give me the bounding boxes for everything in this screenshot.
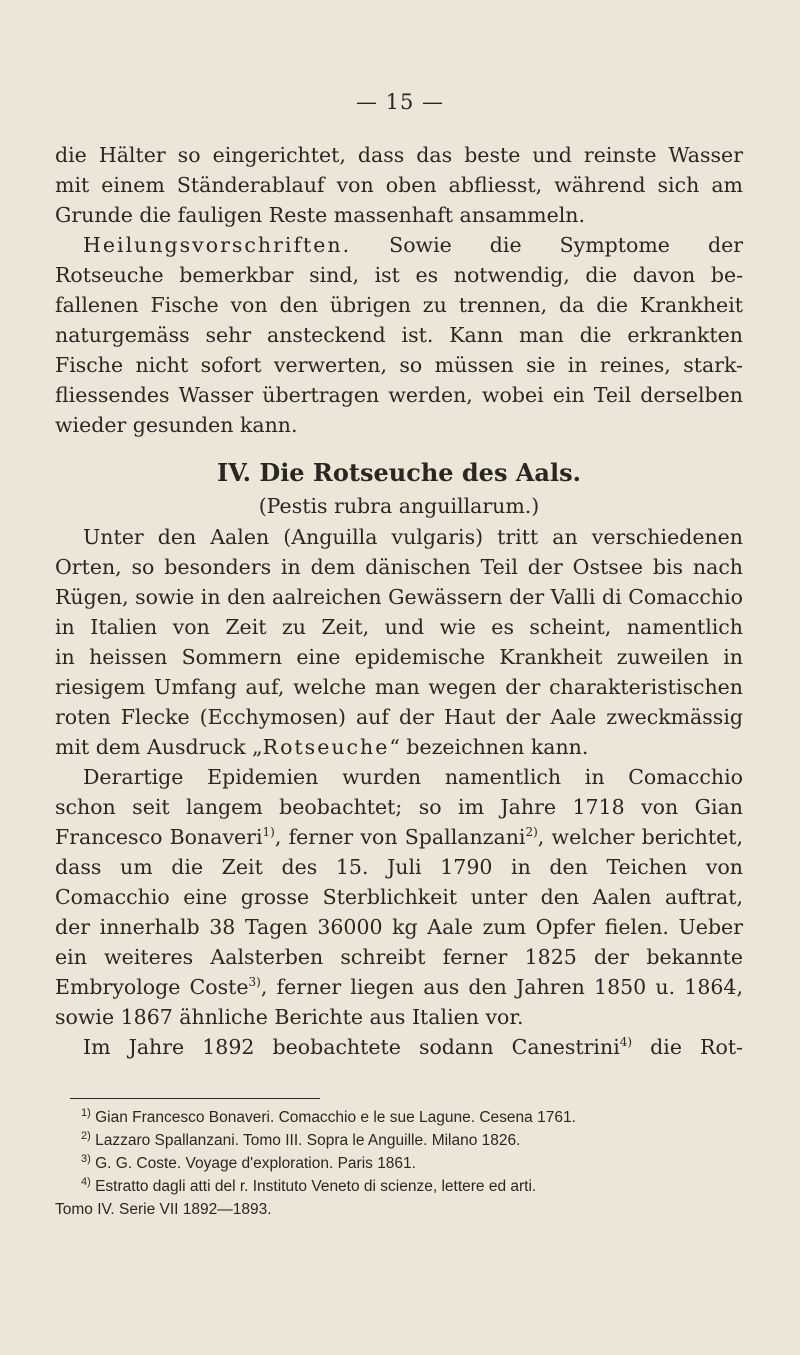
text-line [55,732,743,762]
text-line: Rügen, sowie in den aalreichen Gewässern der Valli di Comacchio [55,585,743,609]
text-line: Fische nicht sofort verwerten, so müssen sie in reines, stark- [55,353,743,377]
text-line: riesigem Umfang auf, welche man wegen der charakteristischen [55,675,743,699]
text-line: die Hälter so eingerichtet, dass das beste und reinste Wasser [55,143,743,167]
paragraph-heilungsvorschriften [55,230,743,440]
text-line: der innerhalb 38 Tagen 36000 kg Aale zum Opfer fielen. Ueber [55,915,743,939]
footnote-mark: 1) [81,1106,91,1119]
text-run: , ferner von Spallanzani [274,825,526,849]
footnote-divider [70,1098,320,1099]
footnote-ref[interactable]: 1) [262,825,275,840]
text-run: , welcher berichtet, [537,825,743,849]
chapter-title: IV. Die Rotseuche des Aals. [217,458,581,487]
text-line: fallenen Fische von den übrigen zu trennen, da die Krankheit [55,293,743,317]
term-rotseuche: Rotseuche [262,735,390,759]
footnote-text: Estratto dagli atti del r. Instituto Veneto di scienze, lettere ed arti. [90,1178,537,1195]
text-line: mit einem Ständerablauf von oben abfliesst, während sich am [55,173,743,197]
footnote [55,1152,745,1175]
footnote-ref[interactable]: 3) [248,975,261,990]
page-number: — 15 — [355,90,445,114]
chapter-subtitle: (Pestis rubra anguillarum.) [258,494,540,518]
footnote-mark: 3) [81,1152,91,1165]
text-line: Grunde die fauligen Reste massenhaft ansammeln. [55,203,586,227]
footnote [55,1175,745,1198]
text-line [55,1032,743,1062]
text-line: naturgemäss sehr ansteckend ist. Kann man die erkrankten [55,323,743,347]
footnotes [55,1106,745,1221]
text-run: mit dem Ausdruck „ [55,735,263,759]
text-line [55,972,743,1002]
text-run: die Rot- [632,1035,743,1059]
text-line: Orten, so besonders in dem dänischen Teil der Ostsee bis nach [55,555,743,579]
text-line: in heissen Sommern eine epidemische Krankheit zuweilen in [55,645,743,669]
text-line: Comacchio eine grosse Sterblichkeit unter den Aalen auftrat, [55,885,743,909]
footnote [55,1106,745,1129]
text-line: ein weiteres Aalsterben schreibt ferner 1825 der bekannte [55,945,743,969]
footnote-mark: 4) [81,1175,91,1188]
text-run: Francesco Bonaveri [55,825,263,849]
text-line: dass um die Zeit des 15. Juli 1790 in den Teichen von [55,855,743,879]
footnote-text: Gian Francesco Bonaveri. Comacchio e le sue Lagune. Cesena 1761. [90,1109,576,1126]
paragraph-hälter [55,140,743,230]
main-text [55,140,743,1062]
text-line: Derartige Epidemien wurden namentlich in Comacchio [83,765,743,789]
footnote-ref[interactable]: 2) [525,825,538,840]
text-line [55,822,743,852]
footnote-ref[interactable]: 4) [619,1035,633,1050]
text-line: in Italien von Zeit zu Zeit, und wie es scheint, namentlich [55,615,743,639]
text-line: Unter den Aalen (Anguilla vulgaris) tritt an verschiedenen [83,525,743,549]
text-run: Im Jahre 1892 beobachtete sodann Canestrini [83,1035,620,1059]
text-line: schon seit langem beobachtet; so im Jahre 1718 von Gian [55,795,743,819]
footnote [55,1129,745,1152]
section-run-in-heading: Heilungsvorschriften. [83,233,352,257]
text-line [55,230,743,260]
text-run: , ferner liegen aus den Jahren 1850 u. 1864, [260,975,743,999]
text-run: Sowie die Symptome der [351,233,743,257]
paragraph-canestrini [55,1032,743,1062]
text-line: Rotseuche bemerkbar sind, ist es notwendig, die davon be- [55,263,743,287]
footnote-mark: 2) [81,1129,91,1142]
text-line: sowie 1867 ähnliche Berichte aus Italien vor. [55,1005,524,1029]
text-line: roten Flecke (Ecchymosen) auf der Haut der Aale zweckmässig [55,705,743,729]
footnote-text: Lazzaro Spallanzani. Tomo III. Sopra le Anguille. Milano 1826. [90,1132,521,1149]
text-run: Embryologe Coste [55,975,249,999]
footnote-text: G. G. Coste. Voyage d'exploration. Paris 1861. [90,1155,416,1172]
paragraph-aale [55,522,743,762]
text-line: fliessendes Wasser übertragen werden, wobei ein Teil derselben [55,383,743,407]
footnote-continuation: Tomo IV. Serie VII 1892—1893. [55,1201,272,1218]
paragraph-epidemien [55,762,743,1032]
text-line: wieder gesunden kann. [55,413,298,437]
text-run: “ bezeichnen kann. [389,735,589,759]
